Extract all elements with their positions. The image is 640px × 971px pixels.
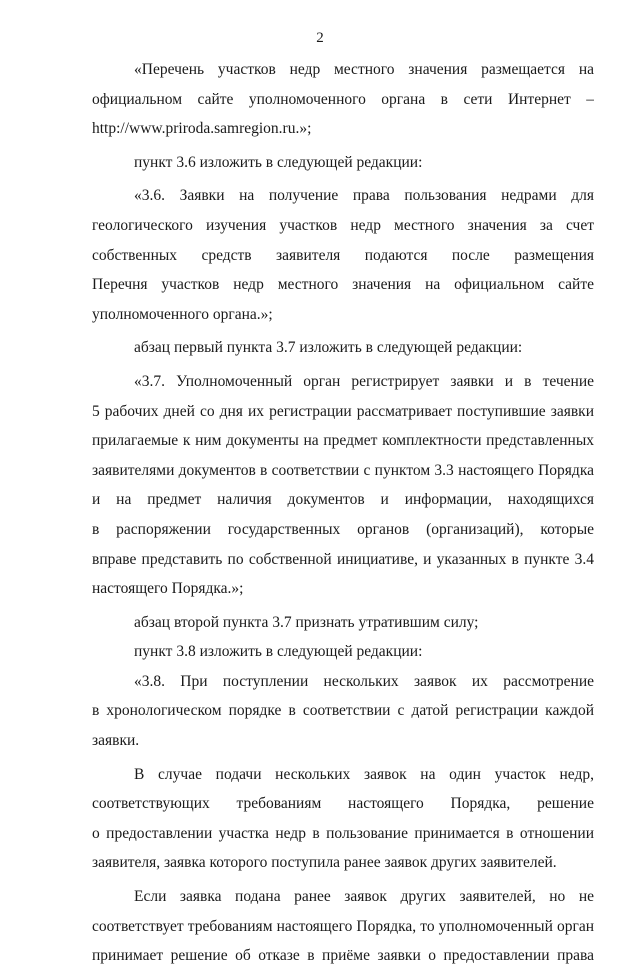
text-line: Если заявка подана ранее заявок других заявителей, но не	[134, 888, 594, 906]
text-line: пункт 3.8 изложить в следующей редакции:	[134, 643, 423, 661]
text-line: 5 рабочих дней со дня их регистрации рассматривает поступившие заявки	[92, 402, 594, 420]
text-line: собственных средств заявителя подаются после размещения	[92, 246, 594, 264]
text-line: прилагаемые к ним документы на предмет комплектности представленных	[92, 432, 594, 450]
text-line: геологического изучения участков недр местного значения за счет	[92, 216, 594, 234]
text-line: соответствующих требованиям настоящего Порядка, решение	[92, 795, 594, 813]
text-line: о предоставлении участка недр в пользование принимается в отношении	[92, 824, 594, 842]
text-line: принимает решение об отказе в приёме заявки о предоставлении права	[92, 947, 594, 965]
page-number: 2	[316, 30, 324, 46]
document-body	[92, 55, 594, 971]
text-line: настоящего Порядка.»;	[92, 580, 244, 598]
text-line: в хронологическом порядке в соответствии с датой регистрации каждой	[92, 702, 594, 720]
text-line: заявки.	[92, 732, 140, 750]
text-line: официальном сайте уполномоченного органа в сети Интернет –	[92, 90, 594, 108]
text-line: вправе представить по собственной инициативе, и указанных в пункте 3.4	[92, 550, 594, 568]
text-line: В случае подачи нескольких заявок на один участок недр,	[134, 765, 594, 783]
text-line: и на предмет наличия документов и информации, находящихся	[92, 491, 594, 509]
text-line: уполномоченного органа.»;	[92, 305, 273, 323]
text-line: «3.8. При поступлении нескольких заявок их рассмотрение	[134, 672, 594, 690]
text-line: http://www.priroda.samregion.ru.»;	[92, 120, 312, 138]
text-line: заявителя, заявка которого поступила ранее заявок других заявителей.	[92, 854, 557, 872]
text-line: Перечня участков недр местного значения на официальном сайте	[92, 276, 594, 294]
text-line: абзац второй пункта 3.7 признать утратившим силу;	[134, 613, 479, 631]
text-line: абзац первый пункта 3.7 изложить в следующей редакции:	[134, 339, 523, 357]
text-line: «3.7. Уполномоченный орган регистрирует заявки и в течение	[134, 372, 594, 390]
text-line: заявителями документов в соответствии с пунктом 3.3 настоящего Порядка	[92, 461, 594, 479]
text-line: пункт 3.6 изложить в следующей редакции:	[134, 153, 423, 171]
text-line: соответствует требованиям настоящего Порядка, то уполномоченный орган	[92, 917, 594, 935]
text-line: в распоряжении государственных органов (организаций), которые	[92, 520, 594, 538]
text-line: «3.6. Заявки на получение права пользования недрами для	[134, 187, 594, 205]
text-line: «Перечень участков недр местного значения размещается на	[134, 61, 594, 78]
